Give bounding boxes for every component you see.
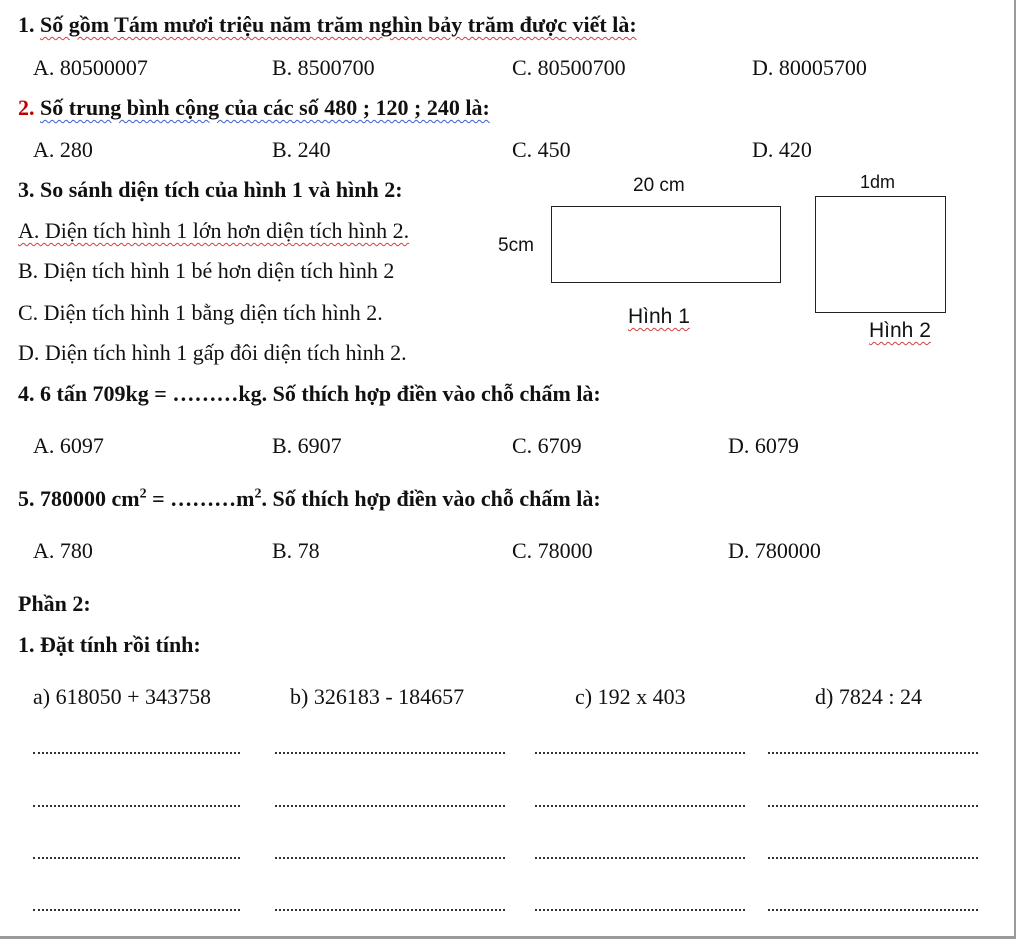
q3-question: 3. So sánh diện tích của hình 1 và hình 2:	[18, 177, 403, 202]
fig1-rectangle	[551, 206, 781, 283]
fig2-square	[815, 196, 946, 313]
calc-item-b: b) 326183 - 184657	[290, 684, 465, 709]
fig2-side-label: 1dm	[860, 172, 896, 192]
answer-line	[275, 752, 505, 754]
fig1-width-label: 20 cm	[633, 175, 685, 196]
answer-line	[535, 805, 745, 807]
q3-option-a: A. Diện tích hình 1 lớn hơn diện tích hình 2.	[18, 218, 410, 243]
q4-option-b: B. 6907	[272, 433, 342, 458]
answer-line	[535, 909, 745, 911]
q2-option-b: B. 240	[272, 137, 331, 162]
calc-item-c: c) 192 x 403	[575, 684, 686, 709]
q4-option-d: D. 6079	[728, 433, 799, 458]
q5-blank: = ………m	[146, 486, 255, 511]
q4-blank: ………	[172, 381, 239, 406]
q5-option-c: C. 78000	[512, 538, 593, 563]
q1-text: Số gồm Tám mươi triệu năm trăm nghìn bảy trăm được viết là:	[40, 12, 637, 37]
calc-item-d: d) 7824 : 24	[815, 684, 922, 709]
fig1-caption: Hình 1	[628, 305, 690, 328]
q4-question	[18, 383, 601, 405]
q3-option-d: D. Diện tích hình 1 gấp đôi diện tích hình 2.	[18, 340, 407, 365]
q1-question	[18, 14, 637, 36]
calc-item-a: a) 618050 + 343758	[33, 684, 211, 709]
q5-question	[18, 488, 601, 510]
q4-option-a: A. 6097	[33, 433, 104, 458]
q1-option-a: A. 80500007	[33, 55, 148, 80]
q5-option-b: B. 78	[272, 538, 320, 563]
answer-line	[768, 805, 978, 807]
q1-option-c: C. 80500700	[512, 55, 626, 80]
answer-line	[535, 857, 745, 859]
q5-exponent-1: 2	[139, 486, 147, 502]
q1-option-b: B. 8500700	[272, 55, 375, 80]
answer-line	[33, 857, 240, 859]
part2-task: 1. Đặt tính rồi tính:	[18, 632, 201, 657]
q2-option-a: A. 280	[33, 137, 93, 162]
q1-number: 1.	[18, 12, 35, 37]
part2-heading: Phần 2:	[18, 591, 91, 616]
q2-option-d: D. 420	[752, 137, 812, 162]
q5-suffix: . Số thích hợp điền vào chỗ chấm là:	[261, 486, 601, 511]
q2-number: 2.	[18, 95, 35, 120]
answer-line	[768, 857, 978, 859]
answer-line	[768, 909, 978, 911]
answer-line	[535, 752, 745, 754]
q2-question	[18, 97, 490, 119]
q5-option-d: D. 780000	[728, 538, 821, 563]
q5-option-a: A. 780	[33, 538, 93, 563]
q1-option-d: D. 80005700	[752, 55, 867, 80]
q3-option-c: C. Diện tích hình 1 bằng diện tích hình 2.	[18, 300, 383, 325]
q3-option-b: B. Diện tích hình 1 bé hơn diện tích hình 2	[18, 258, 395, 283]
answer-line	[33, 805, 240, 807]
answer-line	[275, 805, 505, 807]
answer-line	[768, 752, 978, 754]
q4-option-c: C. 6709	[512, 433, 582, 458]
answer-line	[33, 752, 240, 754]
answer-line	[275, 909, 505, 911]
q5-prefix: 5. 780000 cm	[18, 486, 140, 511]
answer-line	[275, 857, 505, 859]
q4-suffix: kg. Số thích hợp điền vào chỗ chấm là:	[238, 381, 601, 406]
fig2-caption: Hình 2	[869, 319, 931, 342]
fig1-height-label: 5cm	[498, 235, 534, 256]
q2-text: Số trung bình cộng của các số 480 ; 120 ; 240 là:	[40, 95, 490, 120]
q4-prefix: 4. 6 tấn 709kg =	[18, 381, 173, 406]
answer-line	[33, 909, 240, 911]
q2-option-c: C. 450	[512, 137, 571, 162]
q5-exponent-2: 2	[254, 486, 262, 502]
